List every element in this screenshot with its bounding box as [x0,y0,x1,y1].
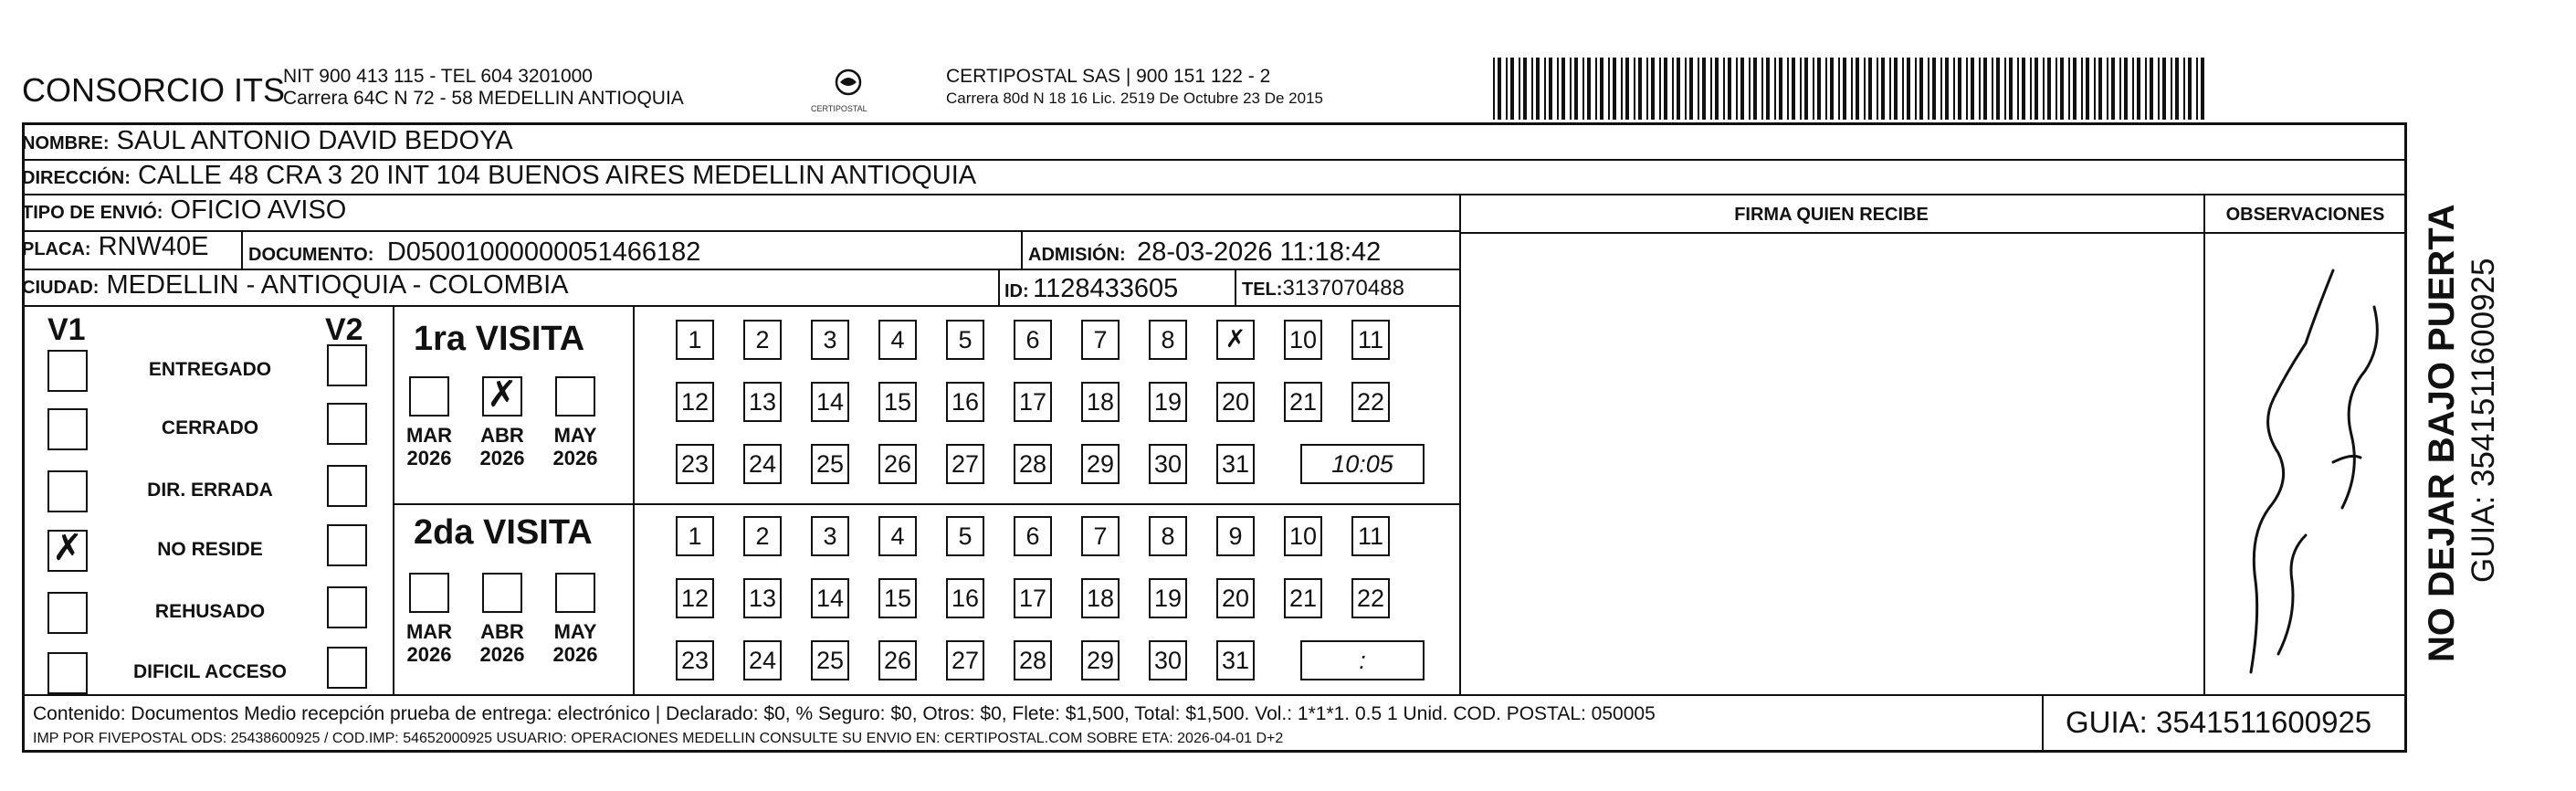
second-visit-day-16[interactable]: 16 [946,578,984,618]
second-visit-day-30[interactable]: 30 [1149,640,1187,680]
first-visit-day-1[interactable]: 1 [676,320,714,360]
month-label: MAR [405,620,453,643]
first-visit-day-21[interactable]: 21 [1284,382,1322,422]
second-visit-day-1[interactable]: 1 [676,516,714,556]
certipostal-seal-icon [826,64,870,108]
second-visit-day-4[interactable]: 4 [878,516,917,556]
second-visit-day-14[interactable]: 14 [811,578,849,618]
first-visit-day-25[interactable]: 25 [811,444,849,484]
status-option-label: DIR. ERRADA [147,480,273,501]
tipo-value: OFICIO AVISO [170,195,347,225]
v1-checkbox-2[interactable] [47,470,88,512]
first-visit-day-12[interactable]: 12 [676,382,714,422]
first-visit-day-14[interactable]: 14 [811,382,849,422]
admision-value: 28-03-2026 11:18:42 [1137,237,1382,267]
first-visit-day-9[interactable]: ✗ [1216,320,1255,360]
status-option-label: CERRADO [161,417,259,438]
month-label: MAY [553,424,597,447]
year-label: 2026 [406,447,452,469]
first-visit-day-4[interactable]: 4 [878,320,917,360]
second-visit-month-checkbox-mar[interactable] [409,573,449,613]
direccion-row [22,161,2407,195]
handwritten-signature-icon [2205,234,2406,694]
second-visit-day-15[interactable]: 15 [878,578,917,618]
admision-label: ADMISIÓN: [1028,245,1126,265]
first-visit-day-3[interactable]: 3 [811,320,849,360]
first-visit-time-field[interactable]: 10:05 [1300,444,1425,484]
second-visit-time-field[interactable]: : [1300,640,1425,680]
cert-line: CERTIPOSTAL SAS | 900 151 122 - 2 [946,66,1271,87]
first-visit-day-13[interactable]: 13 [743,382,782,422]
first-visit-day-16[interactable]: 16 [946,382,984,422]
month-year [400,424,458,469]
first-visit-day-2[interactable]: 2 [743,320,782,360]
month-year [546,620,605,666]
footer-print-info: IMP POR FIVEPOSTAL ODS: 25438600925 / COD.IMP: 54652000925 USUARIO: OPERACIONES MEDELLIN CONSULTE SU ENVIO EN: CERTIPOSTAL.COM SOBRE ETA: 2026-04-01 D+2 [33,731,1284,746]
first-visit-day-23[interactable]: 23 [676,444,714,484]
month-year [546,424,605,469]
second-visit-day-28[interactable]: 28 [1014,640,1052,680]
first-visit-month-checkbox-abr[interactable]: ✗ [482,376,522,417]
status-option-label: DIFICIL ACCESO [132,661,287,682]
footer-contents: Contenido: Documentos Medio recepción prueba de entrega: electrónico | Declarado: $0, % Seguro: $0, Otros: $0, Flete: $1,500, Total: $1,500. Vol.: 1*1*1. 0.5 1 Unid. COD. POSTAL: 050005 [33,703,1656,724]
month-label: ABR [480,424,524,447]
side-warning: NO DEJAR BAJO PUERTA [2422,204,2462,662]
year-label: 2026 [479,447,525,469]
ciudad-label: CIUDAD: [22,278,100,298]
second-visit-day-10[interactable]: 10 [1284,516,1322,556]
second-visit-title: 2da VISITA [414,513,593,552]
v2-checkbox-1[interactable] [327,403,367,445]
year-label: 2026 [552,447,598,469]
month-year [400,620,458,666]
second-visit-day-20[interactable]: 20 [1216,578,1255,618]
company-name: CONSORCIO ITS [22,71,286,109]
first-visit-day-15[interactable]: 15 [878,382,917,422]
tel-label: TEL: [1242,279,1283,300]
second-visit-day-27[interactable]: 27 [946,640,984,680]
first-visit-day-27[interactable]: 27 [946,444,984,484]
status-option-label: ENTREGADO [148,359,272,380]
first-visit-day-8[interactable]: 8 [1149,320,1187,360]
status-option-label: NO RESIDE [157,539,263,560]
second-visit-day-23[interactable]: 23 [676,640,714,680]
v2-checkbox-5[interactable] [327,647,367,689]
placa-value: RNW40E [98,232,209,261]
company-nit [283,66,684,110]
year-label: 2026 [552,643,598,666]
direccion-value: CALLE 48 CRA 3 20 INT 104 BUENOS AIRES MEDELLIN ANTIOQUIA [137,161,977,190]
first-visit-day-17[interactable]: 17 [1014,382,1052,422]
certipostal-info [946,66,1323,110]
first-visit-day-29[interactable]: 29 [1081,444,1120,484]
first-visit-day-20[interactable]: 20 [1216,382,1255,422]
first-visit-title: 1ra VISITA [414,320,585,358]
first-visit-day-31[interactable]: 31 [1216,444,1255,484]
first-visit-day-18[interactable]: 18 [1081,382,1120,422]
v1-label: V1 [47,312,86,347]
guia-number: GUIA: 3541511600925 [2066,705,2372,739]
barcode [1493,58,2205,120]
cert-address: Carrera 80d N 18 16 Lic. 2519 De Octubre 23 De 2015 [946,90,1323,107]
tipo-row [22,195,1459,232]
first-visit-day-22[interactable]: 22 [1351,382,1390,422]
second-visit-day-5[interactable]: 5 [946,516,984,556]
v1-checkbox-5[interactable] [47,652,88,694]
year-label: 2026 [479,643,525,666]
v1-checkbox-0[interactable] [47,350,88,392]
second-visit-day-7[interactable]: 7 [1081,516,1120,556]
tel-value: 3137070488 [1282,276,1404,301]
v1-checkbox-3[interactable]: ✗ [47,530,88,572]
second-visit-day-19[interactable]: 19 [1149,578,1187,618]
id-value: 1128433605 [1033,274,1179,303]
second-visit-month-checkbox-may[interactable] [555,573,595,613]
second-visit-day-24[interactable]: 24 [743,640,782,680]
first-visit-day-7[interactable]: 7 [1081,320,1120,360]
nit-line: NIT 900 413 115 - TEL 604 3201000 [283,66,593,87]
month-year [473,620,531,666]
first-visit-month-checkbox-mar[interactable] [409,376,449,417]
second-visit-day-9[interactable]: 9 [1216,516,1255,556]
first-visit-day-11[interactable]: 11 [1351,320,1390,360]
second-visit-day-22[interactable]: 22 [1351,578,1390,618]
first-visit-day-26[interactable]: 26 [878,444,917,484]
address-line: Carrera 64C N 72 - 58 MEDELLIN ANTIOQUIA [283,88,684,109]
first-visit-month-checkbox-may[interactable] [555,376,595,417]
month-year [473,424,531,469]
observaciones-header: OBSERVACIONES [2225,205,2385,225]
tipo-label: TIPO DE ENVIÓ: [22,203,163,223]
second-visit-day-2[interactable]: 2 [743,516,782,556]
month-label: MAY [553,620,597,643]
v2-checkbox-0[interactable] [327,344,367,386]
ciudad-value: MEDELLIN - ANTIOQUIA - COLOMBIA [106,270,569,300]
second-visit-day-13[interactable]: 13 [743,578,782,618]
first-visit-day-19[interactable]: 19 [1149,382,1187,422]
first-visit-day-28[interactable]: 28 [1014,444,1052,484]
direccion-label: DIRECCIÓN: [22,168,131,188]
v2-label: V2 [325,312,363,347]
first-visit-day-10[interactable]: 10 [1284,320,1322,360]
year-label: 2026 [406,643,452,666]
v2-checkbox-2[interactable] [327,465,367,507]
second-visit-day-11[interactable]: 11 [1351,516,1390,556]
id-label: ID: [1004,281,1029,301]
second-visit-day-17[interactable]: 17 [1014,578,1052,618]
documento-value: D05001000000051466182 [386,237,701,267]
second-visit-day-25[interactable]: 25 [811,640,849,680]
second-visit-month-checkbox-abr[interactable] [482,573,522,613]
nombre-value: SAUL ANTONIO DAVID BEDOYA [116,126,513,155]
second-visit-day-29[interactable]: 29 [1081,640,1120,680]
v1-checkbox-4[interactable] [47,592,88,634]
seal-label: CERTIPOSTAL [811,104,867,113]
firma-header: FIRMA QUIEN RECIBE [1734,205,1929,225]
second-visit-day-12[interactable]: 12 [676,578,714,618]
month-label: MAR [405,424,453,447]
nombre-label: NOMBRE: [22,133,110,153]
first-visit-day-24[interactable]: 24 [743,444,782,484]
first-visit-day-30[interactable]: 30 [1149,444,1187,484]
second-visit-day-3[interactable]: 3 [811,516,849,556]
second-visit-day-6[interactable]: 6 [1014,516,1052,556]
status-option-label: REHUSADO [154,601,266,622]
v2-checkbox-3[interactable] [327,524,367,566]
second-visit-day-8[interactable]: 8 [1149,516,1187,556]
placa-label: PLACA: [22,239,91,259]
documento-label: DOCUMENTO: [248,245,374,265]
first-visit-day-6[interactable]: 6 [1014,320,1052,360]
first-visit-day-5[interactable]: 5 [946,320,984,360]
nombre-row [22,126,2407,161]
second-visit-day-21[interactable]: 21 [1284,578,1322,618]
second-visit-day-26[interactable]: 26 [878,640,917,680]
side-guia: GUIA: 3541511600925 [2466,258,2501,583]
second-visit-day-18[interactable]: 18 [1081,578,1120,618]
month-label: ABR [480,620,524,643]
v1-checkbox-1[interactable] [47,408,88,450]
v2-checkbox-4[interactable] [327,586,367,628]
second-visit-day-31[interactable]: 31 [1216,640,1255,680]
